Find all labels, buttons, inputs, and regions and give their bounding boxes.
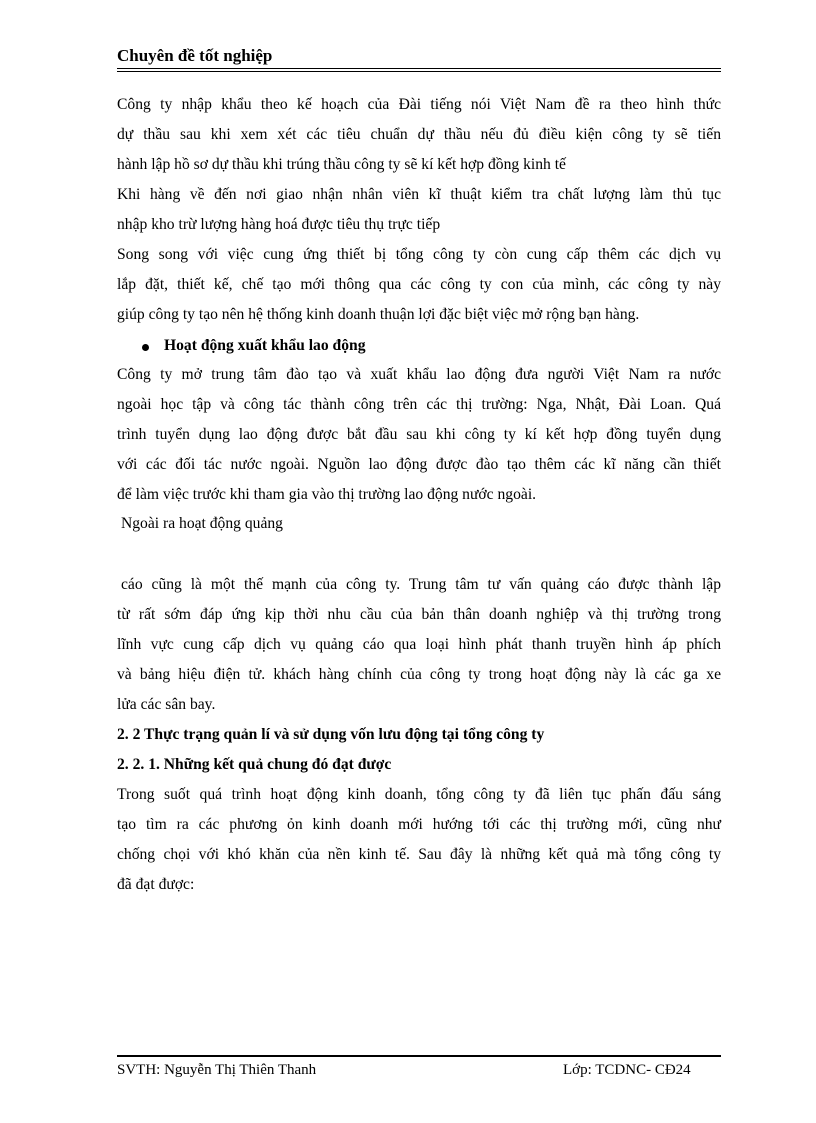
paragraph-line: đã đạt được:: [117, 876, 195, 893]
paragraph-line: hành lập hồ sơ dự thầu khi trúng thầu công ty sẽ kí kết hợp đồng kinh tế: [117, 156, 566, 173]
paragraph-line: để làm việc trước khi tham gia vào thị trường lao động nước ngoài.: [117, 486, 537, 503]
paragraph-line: và bảng hiệu điện tử. khách hàng chính của công ty trong hoạt động này là các ga xe: [117, 666, 721, 683]
paragraph-line: chống chọi với khó khăn của nền kinh tế. Sau đây là những kết quả mà tổng công ty: [117, 846, 721, 863]
paragraph-line: tạo tìm ra các phương ỏn kinh doanh mới hướng tới các thị trường mới, cũng như: [117, 816, 721, 833]
footer-divider: [117, 1055, 721, 1057]
paragraph-line: Công ty nhập khẩu theo kế hoạch của Đài tiếng nói Việt Nam đề ra theo hình thức: [117, 96, 721, 113]
paragraph-line: Ngoài ra hoạt động quảng: [121, 515, 283, 532]
paragraph-line: dự thầu sau khi xem xét các tiêu chuẩn dự thầu nếu đủ điều kiện công ty sẽ tiến: [117, 126, 721, 143]
paragraph-line: lửa các sân bay.: [117, 696, 216, 713]
paragraph-line: Khi hàng về đến nơi giao nhận nhân viên kĩ thuật kiểm tra chất lượng làm thủ tục: [117, 186, 721, 203]
paragraph-line: Song song với việc cung ứng thiết bị tổng công ty còn cung cấp thêm các dịch vụ: [117, 246, 721, 263]
paragraph-line: với các đối tác nước ngoài. Nguồn lao động được đào tạo thêm các kĩ năng cần thiết: [117, 456, 721, 473]
footer-student: SVTH: Nguyễn Thị Thiên Thanh: [117, 1062, 317, 1078]
page-header-title: Chuyên đề tốt nghiệp: [117, 46, 273, 65]
paragraph-line: giúp công ty tạo nên hệ thống kinh doanh thuận lợi đặc biệt việc mở rộng bạn hàng.: [117, 306, 640, 323]
paragraph-line: cáo cũng là một thế mạnh của công ty. Trung tâm tư vấn quảng cáo được thành lập: [121, 576, 721, 593]
header-divider: [117, 68, 721, 69]
paragraph-line: lĩnh vực cung cấp dịch vụ quảng cáo qua loại hình phát thanh truyền hình áp phích: [117, 636, 721, 653]
bullet-heading: Hoạt động xuất khẩu lao động: [164, 337, 366, 354]
paragraph-line: Trong suốt quá trình hoạt động kinh doanh, tổng công ty đã liên tục phấn đấu sáng: [117, 786, 721, 803]
paragraph-line: ngoài học tập và công tác thành công trên các thị trường: Nga, Nhật, Đài Loan. Quá: [117, 396, 721, 413]
section-heading: 2. 2 Thực trạng quản lí và sử dụng vốn lưu động tại tổng công ty: [117, 726, 545, 743]
bullet-icon: [142, 344, 149, 351]
footer-class: Lớp: TCDNC- CĐ24: [563, 1062, 691, 1078]
paragraph-line: trình tuyển dụng lao động được bắt đầu sau khi công ty kí kết hợp đồng tuyển dụng: [117, 426, 721, 443]
paragraph-line: Công ty mở trung tâm đào tạo và xuất khẩu lao động đưa người Việt Nam ra nước: [117, 366, 721, 383]
paragraph-line: nhập kho trừ lượng hàng hoá được tiêu thụ trực tiếp: [117, 216, 441, 233]
subsection-heading: 2. 2. 1. Những kết quả chung đó đạt được: [117, 756, 392, 773]
header-divider-double: [117, 71, 721, 72]
paragraph-line: từ rất sớm đáp ứng kịp thời nhu cầu của bản thân doanh nghiệp và thị trường trong: [117, 606, 721, 623]
paragraph-line: lắp đặt, thiết kế, chế tạo mới thông qua các công ty con của mình, các công ty này: [117, 276, 721, 293]
